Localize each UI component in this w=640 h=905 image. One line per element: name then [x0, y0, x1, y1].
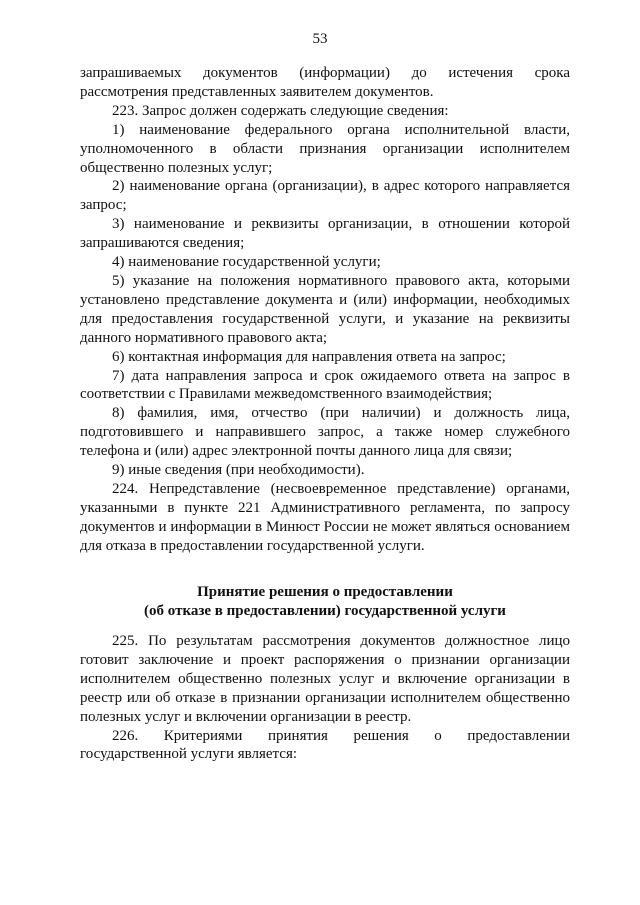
section-heading [80, 583, 570, 621]
list-item-5: 5) указание на положения нормативного правового акта, которыми установлено представление документа и (или) информации, необходимых для предоставления государственной услуги, и указание на реквизиты данного нормативного правового акта; [80, 272, 570, 346]
body-text-upper [80, 64, 570, 556]
paragraph-226: 226. Критериями принятия решения о предоставлении государственной услуги является: [80, 727, 570, 763]
list-item-7: 7) дата направления запроса и срок ожидаемого ответа на запрос в соответствии с Правилами межведомственного взаимодействия; [80, 367, 570, 403]
paragraph-continuation: запрашиваемых документов (информации) до истечения срока рассмотрения представленных заявителем документов. [80, 65, 570, 100]
paragraph-225: 225. По результатам рассмотрения документов должностное лицо готовит заключение и проект распоряжения о признании организации исполнителем общественно полезных услуг и включение организации в реестр или об отказе в признании организации исполнителем общественно полезных услуг и включении организации в реестр. [80, 633, 570, 725]
list-item-4: 4) наименование государственной услуги; [112, 254, 381, 271]
list-item-8: 8) фамилия, имя, отчество (при наличии) и должность лица, подготовившего и направившего запрос, а также номер служебного телефона и (или) адрес электронной почты данного лица для связи; [80, 405, 570, 460]
list-item-9: 9) иные сведения (при необходимости). [112, 462, 365, 479]
list-item-6: 6) контактная информация для направления ответа на запрос; [112, 348, 506, 365]
page-number: 53 [312, 31, 328, 47]
section-heading-line-1: Принятие решения о предоставлении [197, 584, 453, 600]
list-item-3: 3) наименование и реквизиты организации, в отношении которой запрашиваются сведения; [80, 216, 570, 252]
list-item-2: 2) наименование органа (организации), в адрес которого направляется запрос; [80, 178, 570, 214]
body-text-lower [80, 632, 570, 764]
list-item-1: 1) наименование федерального органа исполнительной власти, уполномоченного в области признания организации исполнителем общественно полезных услуг; [80, 121, 570, 176]
section-heading-line-2: (об отказе в предоставлении) государственной услуги [144, 603, 506, 619]
paragraph-224: 224. Непредставление (несвоевременное представление) органами, указанными в пункте 221 Административного регламента, по запросу документов и информации в Минюст России не может являться основанием для отказа в предоставлении государственной услуги. [80, 480, 570, 554]
paragraph-223: 223. Запрос должен содержать следующие сведения: [112, 102, 449, 119]
